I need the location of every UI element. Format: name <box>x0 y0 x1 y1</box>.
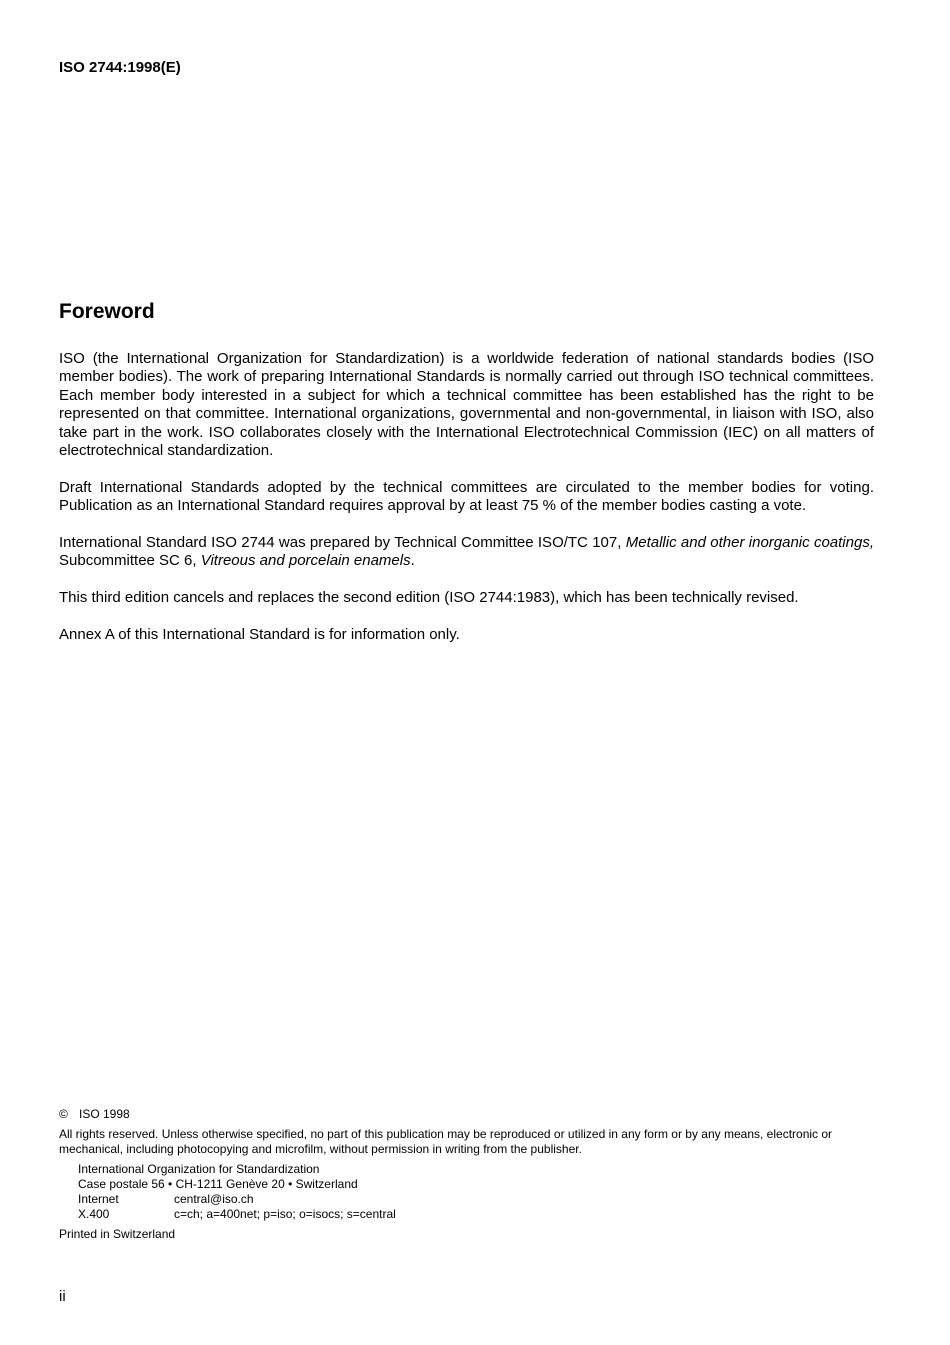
publisher-name: International Organization for Standardization <box>78 1162 320 1176</box>
copyright-line <box>59 1107 875 1122</box>
x400-row <box>78 1207 875 1222</box>
copyright-block <box>59 1107 875 1242</box>
internet-value: central@iso.ch <box>174 1192 254 1206</box>
page-title: Foreword <box>59 300 155 323</box>
postal-address: Case postale 56 • CH-1211 Genève 20 • Switzerland <box>78 1177 358 1191</box>
internet-row <box>78 1192 875 1207</box>
x400-value: c=ch; a=400net; p=iso; o=isocs; s=central <box>174 1207 396 1221</box>
foreword-paragraph-1: ISO (the International Organization for Standardization) is a worldwide federation of national standards bodies (ISO member bodies). The work of preparing International Standards is normally carried out through ISO technical committees. Each member body interested in a subject for which a technical committee has been established has the right to be represented on that committee. International organizations, governmental and non-governmental, in liaison with ISO, also take part in the work. ISO collaborates closely with the International Electrotechnical Commission (IEC) on all matters of electrotechnical standardization. <box>59 350 874 460</box>
paragraph-3-suffix: . <box>410 552 415 570</box>
x400-label: X.400 <box>78 1207 110 1221</box>
foreword-paragraph-4: This third edition cancels and replaces the second edition (ISO 2744:1983), which has been technically revised. <box>59 589 799 607</box>
printed-in: Printed in Switzerland <box>59 1227 176 1241</box>
tc-title: Metallic and other inorganic coatings, <box>625 534 874 552</box>
paragraph-3-middle: Subcommittee SC 6, <box>59 552 201 570</box>
foreword-body <box>59 350 874 663</box>
foreword-paragraph-3 <box>59 534 874 571</box>
copyright-icon: © <box>59 1107 68 1121</box>
foreword-paragraph-2: Draft International Standards adopted by the technical committees are circulated to the member bodies for voting. Publication as an International Standard requires approval by at least 75 % of the member bodies casting a vote. <box>59 478 874 515</box>
rights-statement: All rights reserved. Unless otherwise specified, no part of this publication may be reproduced or utilized in any form or by any means, electronic or mechanical, including photocopying and microfilm, without permission in writing from the publisher. <box>59 1127 833 1156</box>
paragraph-3-prefix: International Standard ISO 2744 was prepared by Technical Committee ISO/TC 107, <box>59 534 626 552</box>
copyright-year: ISO 1998 <box>79 1107 130 1121</box>
document-code: ISO 2744:1998(E) <box>59 59 181 76</box>
publisher-address <box>78 1162 875 1222</box>
page-number: ii <box>59 1288 66 1305</box>
internet-label: Internet <box>78 1192 119 1206</box>
foreword-paragraph-5: Annex A of this International Standard is for information only. <box>59 626 460 644</box>
sc-title: Vitreous and porcelain enamels <box>200 552 411 570</box>
